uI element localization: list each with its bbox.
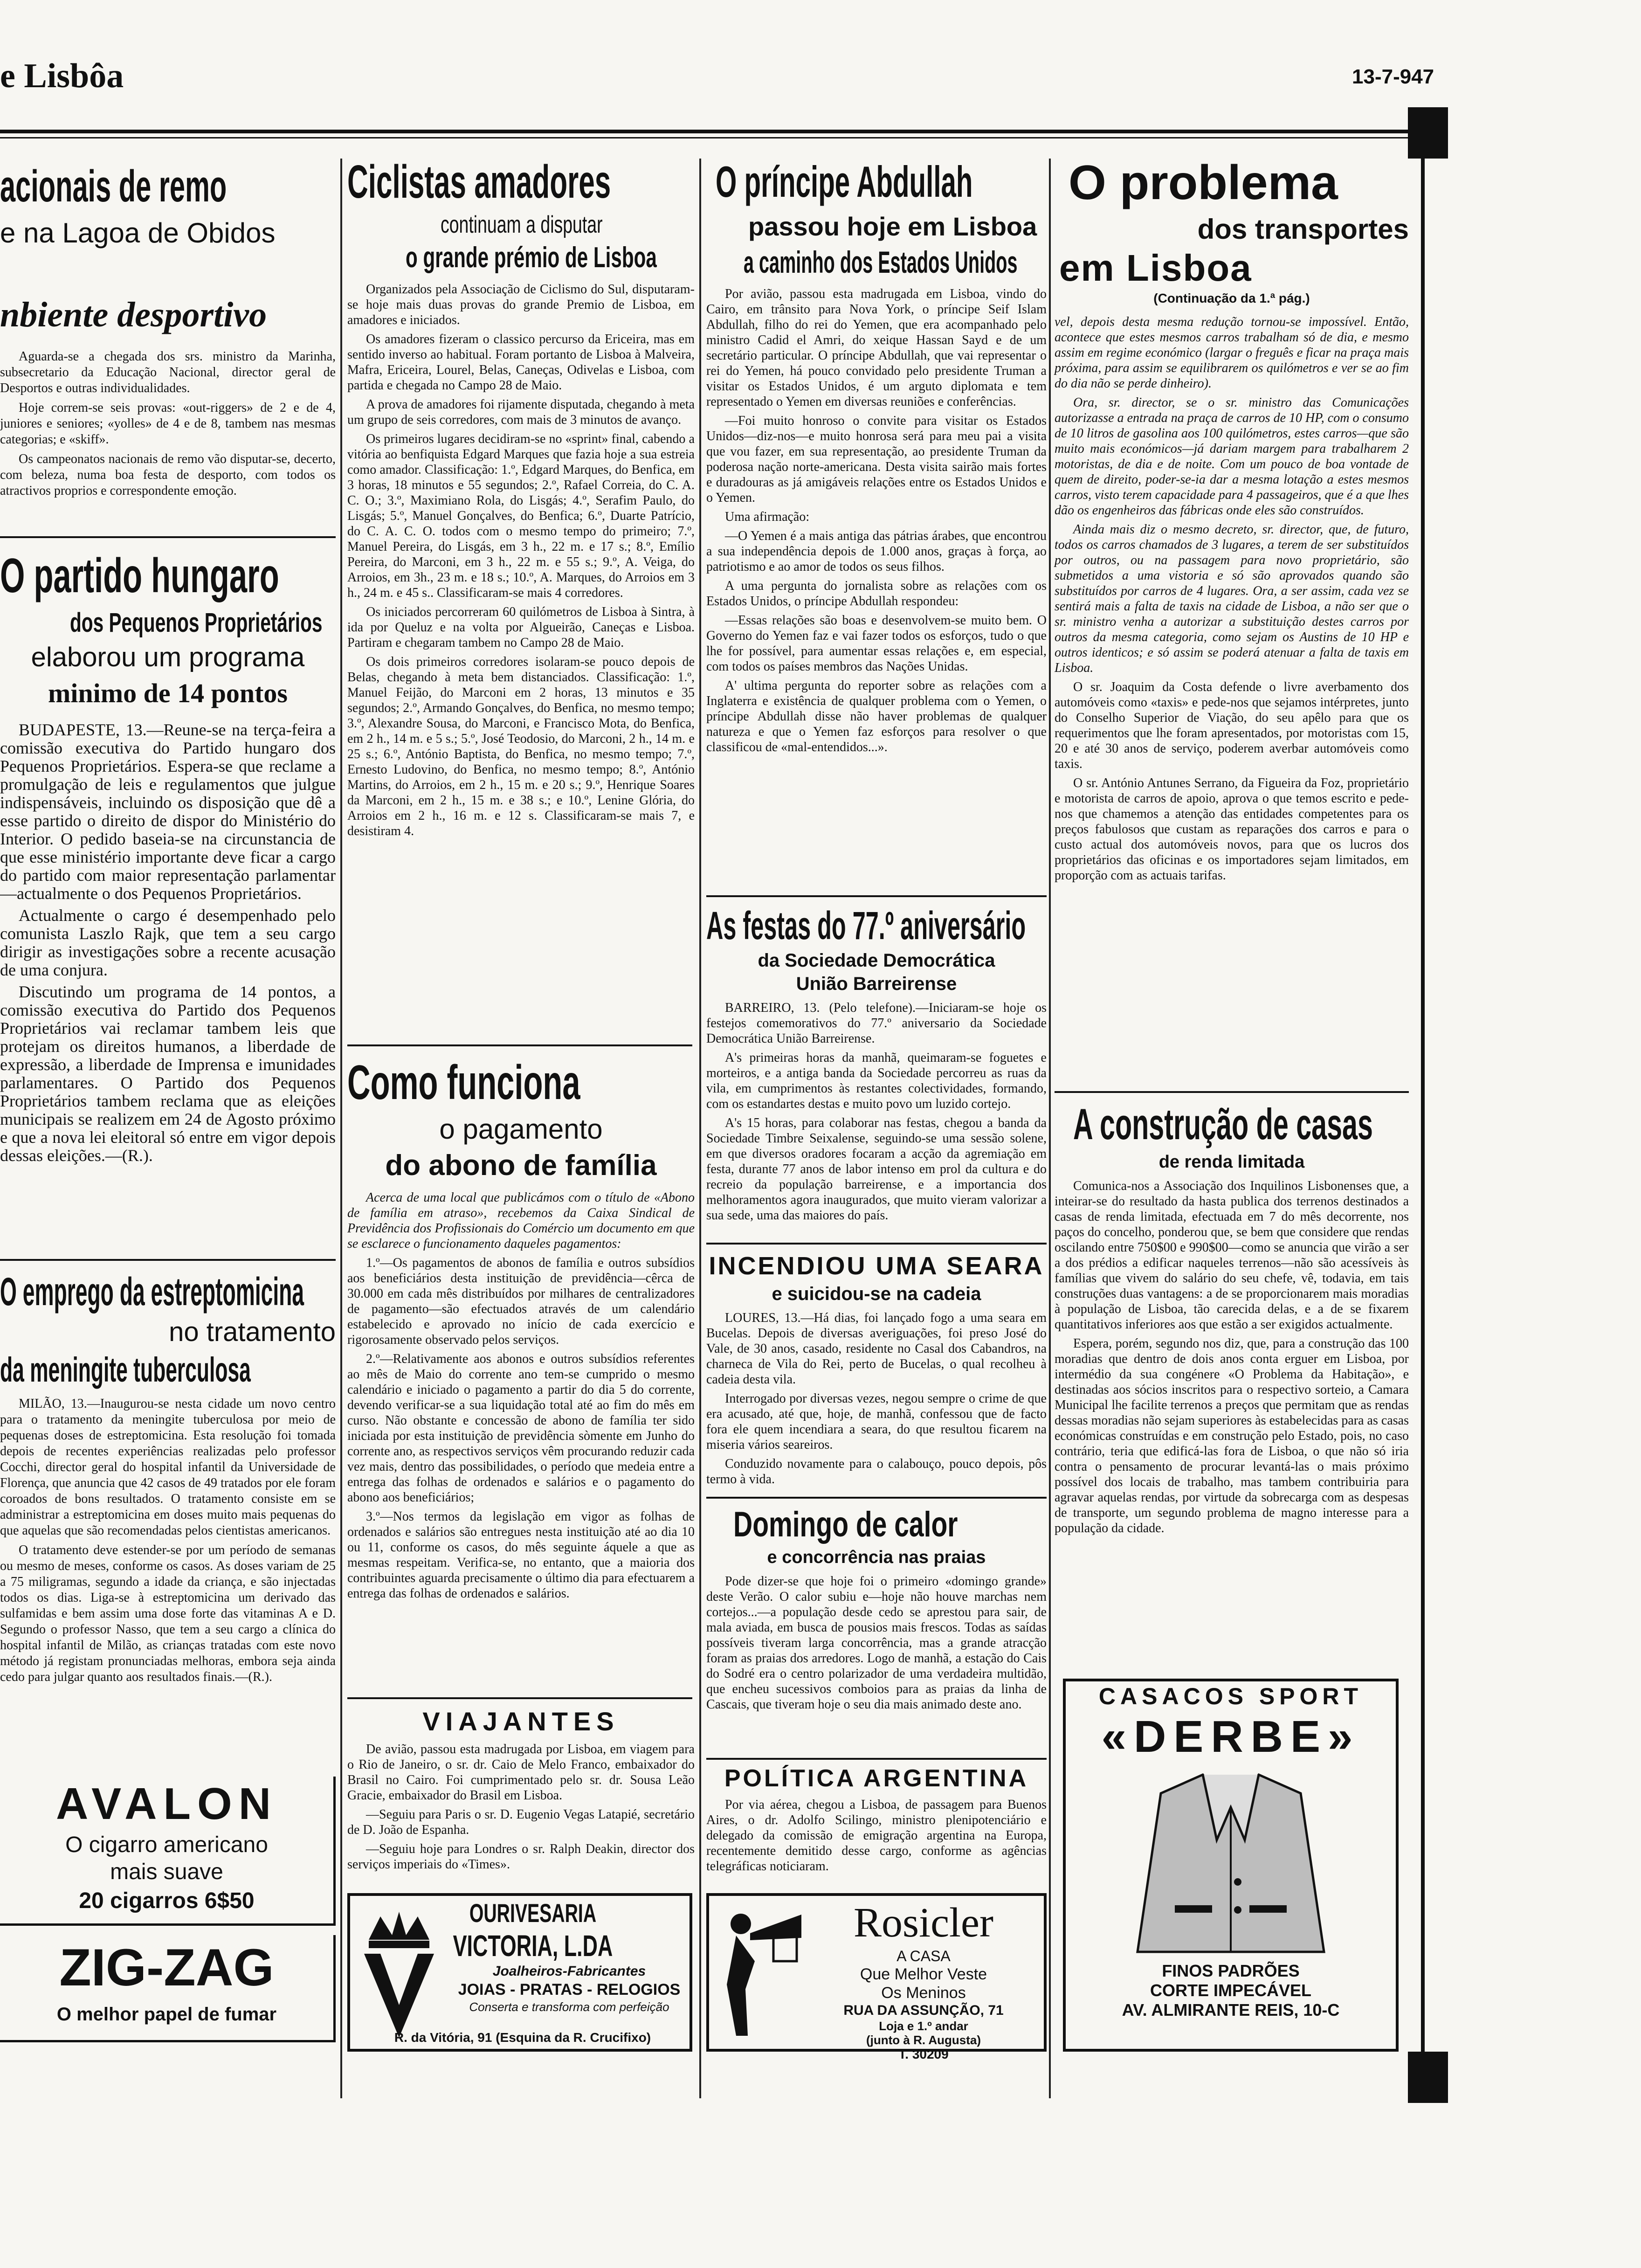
section-rule: [347, 1044, 692, 1046]
ad-ourivesaria: [347, 1893, 692, 2052]
ad-header: CASACOS SPORT: [1098, 1683, 1363, 1709]
subheadline: continuam a disputar: [441, 211, 603, 238]
paragraph: vel, depois desta mesma redução tornou-se impossível. Então, acontece que estes mesmos carros trabalham só de dia, e mesmo assim em regime económico (largar o freguês e ficar na praça mais próxima, para assim se equilibrarem os quilómetros e ver se ao fim do dia não se perde dinheiro).: [1055, 315, 1409, 391]
headline: Domingo de calor: [733, 1505, 958, 1544]
masthead-rule: [0, 130, 1427, 133]
ad-derbe: [1063, 1679, 1399, 2052]
ad-rosicler: [706, 1893, 1047, 2061]
headline: O problema: [1069, 156, 1338, 210]
subheadline: e na Lagoa de Obidos: [0, 217, 276, 249]
subheadline: passou hoje em Lisboa: [748, 212, 1037, 241]
paragraph: 1.º—Os pagamentos de abonos de família e outros subsídios aos beneficiários desta instituição de previdência—cêrca de 30.000 em cada mês distribuídos por milhares de centralizadores de pagamento—são efectuados através de um calendário estabelecido e aprovado no início de cada exercício e rigorosamente observado pelos serviços.: [347, 1256, 695, 1347]
paragraph: Acerca de uma local que publicámos com o título de «Abono de família em atraso», recebemos da Caixa Sindical de Previdência dos Profissionais do Comércio um documento em que se esclarece o funcionamento daqueles pagamentos:: [347, 1190, 695, 1251]
paragraph: 2.º—Relativamente aos abonos e outros subsídios referentes ao mês de Maio do corrente ano tem-se cumprido o mesmo calendário e iniciado o pagamento a partir do dia 5 do corrente, devendo verificar-se a sua liquidação total até ao fim do mês em curso. Não obstante e concessão de abono de família ter sido iniciada por esta instituição de previdência sòmente em Junho do corrente ano, as respectivos serviços vêm procurando reduzir cada vez mais, dentro das possibilidades, o período que medeia entre a entrega das folhas de ordenados e salários e o pagamento do abono aos beneficiários;: [347, 1352, 695, 1505]
column-divider: [699, 159, 701, 2098]
headline: nbiente desportivo: [0, 295, 267, 334]
article-viajantes: [347, 1704, 695, 1881]
section-rule: [706, 1497, 1047, 1499]
ad-company: VICTORIA, L.DA: [453, 1929, 613, 1963]
subheadline: da Sociedade Democrática: [758, 950, 995, 971]
paragraph: MILÃO, 13.—Inaugurou-se nesta cidade um novo centro para o tratamento da meningite tuberculosa por meio de pequenas doses de estreptomicina. Esta resolução foi tomada depois de recentes experiências realizadas pelo professor Cocchi, director geral do hospital infantil da Universidade de Florença, que anuncia que 42 casos de 49 tratados por ele foram coroados de bons resultados. O tratamento consiste em se administrar a estreptomicina em doses muito mais pequenas do que aquelas que são recomendadas pelos cientistas americanos.: [0, 1397, 336, 1538]
ad-line: Que Melhor Veste: [860, 1965, 987, 1983]
subheadline: e concorrência nas praias: [767, 1548, 986, 1567]
paragraph: 3.º—Nos termos da legislação em vigor as folhas de ordenados e salários são entregues nesta instituição até ao dia 10 ou 11, conforme os casos, do mês seguinte áquele a que as mesmas respeitam. Verifica-se, no entanto, que a maioria dos contribuintes aguarda precisamente o último dia para efectuarem a entrega das folhas de ordenados e salários.: [347, 1509, 695, 1601]
ad-name: Rosicler: [854, 1900, 993, 1946]
section-rule: [706, 895, 1047, 897]
paragraph: —Essas relações são boas e desenvolvem-se muito bem. O Governo do Yemen faz e vai fazer todos os esforços, tudo o que lhe for possível, para aumentar essas relações e, em especial, com todos os países membros das Nações Unidas.: [706, 613, 1047, 674]
continuation-note: (Continuação da 1.ª pág.): [1153, 291, 1310, 305]
ad-line: FINOS PADRÕES: [1162, 1961, 1300, 1980]
ad-address: Loja e 1.º andar: [879, 2019, 968, 2033]
article-politica: [706, 1763, 1047, 1884]
subheadline: e suicidou-se na cadeia: [772, 1284, 981, 1304]
masthead-rule-thin: [0, 137, 1427, 138]
paragraph: BARREIRO, 13. (Pelo telefone).—Iniciaram-se hoje os festejos comemorativos do 77.º aniversario da Sociedade Democrática União Barreirense.: [706, 1001, 1047, 1046]
masthead-date: 13-7-947: [1352, 65, 1434, 88]
brand: ZIG-ZAG: [59, 1938, 274, 1997]
paragraph: Os campeonatos nacionais de remo vão disputar-se, decerto, com beleza, numa boa festa de desporto, com todos os atractivos proprios e correspondente emoção.: [0, 452, 336, 498]
article-festas: [706, 902, 1047, 1238]
article-hungaro: [0, 546, 336, 1254]
article-incendio: [706, 1250, 1047, 1492]
subheadline: União Barreirense: [796, 974, 957, 994]
right-margin-bar: [1408, 107, 1448, 159]
article-casas: [1055, 1098, 1409, 1667]
ad-address: AV. ALMIRANTE REIS, 10-C: [1122, 2000, 1340, 2019]
ad-phone: T. 30209: [898, 2047, 949, 2061]
paragraph: O sr. Joaquim da Costa defende o livre averbamento dos automóveis como «taxis» e pede-nos que sejamos intérpretes, junto do Conselho Superior de Viação, do seu apêlo para que os requerimentos que lhe foram apresentados, por motoristas com 15, 20 e até 30 anos de serviço, poderem averbar automóveis como taxis.: [1055, 680, 1409, 771]
headline: O príncipe Abdullah: [716, 157, 973, 206]
paragraph: Interrogado por diversas vezes, negou sempre o crime de que era acusado, até que, hoje, de manhã, confessou que de facto fora ele quem incendiara a seara, do que resultou ficarem na miseria vários seareiros.: [706, 1391, 1047, 1452]
article-estreptomicina: [0, 1268, 336, 1767]
paragraph: O tratamento deve estender-se por um período de semanas ou mesmo de meses, conforme os casos. As doses variam de 25 a 75 miligramas, segundo a idade da criança, e são injectadas todos os dias. Liga-se à estreptomicina um derivado das sulfamidas e bem assim uma dose forte das vitaminas A e D. Segundo o professor Nasso, que tem a seu cargo a clínica do hospital infantil de Milão, as crianças tratadas com este novo método já registam pronunciadas melhoras, embora seja ainda cedo para julgar quanto aos resultados finais.—(R.).: [0, 1543, 336, 1684]
paragraph: A' ultima pergunta do reporter sobre as relações com a Inglaterra e existência de qualquer problema com o Yemen, o príncipe Abdullah disse não haver problemas de qualquer natureza e que o Yemen faz esforços para resolver o que classificou de «mal-entendidos...».: [706, 678, 1047, 754]
subheadline: no tratamento: [169, 1317, 336, 1347]
headline: O emprego da estreptomicina: [0, 1270, 304, 1314]
paragraph: Conduzido novamente para o calabouço, pouco depois, pôs termo à vida.: [706, 1457, 1047, 1487]
paragraph: Os primeiros lugares decidiram-se no «sprint» final, cabendo a vitória ao benfiquista Edgard Marques que fazia hoje a sua estreia como amador. Classificação: 1.º, Edgard Marques, do Benfica, em 3 horas, 18 minutos e 55 segundos; 2.º, Rafael Correia, do C. A. C. O.; 3.º, Maximiano Rola, do Lisgás; 4.º, Serafim Paulo, do Lisgás; 5.º, Manuel Gonçalves, do Benfica; 6.º, Duarte Patrício, do C. A. C. O. todos com o mesmo tempo do primeiro; 7.º, Manuel Pereira, do Lisgás, em 3 h., 22 m. e 17 s.; 8.º, Emílio Pereira, do Marconi, em 3 h., 22 m. e 55 s.; 9.º, A. Veiga, do Arroios, em 3h., 23 m. e 18 s.; 10.º, A. Marques, do Arroios em 3 h., 24 m. e 45 s.. Classificaram-se mais 4 corredores.: [347, 432, 695, 600]
headline: A construção de casas: [1073, 1099, 1373, 1148]
ad-address: RUA DA ASSUNÇÃO, 71: [843, 2003, 1004, 2018]
ad-line: Os Meninos: [881, 1984, 966, 2002]
herald-trumpeter-icon: [713, 1905, 806, 2045]
headline: Ciclistas amadores: [347, 156, 611, 208]
ad-line: mais suave: [110, 1860, 223, 1884]
ad-avalon: [0, 1777, 336, 1926]
headline: acionais de remo: [0, 161, 227, 211]
ad-line: CORTE IMPECÁVEL: [1150, 1981, 1312, 2000]
paragraph: —Foi muito honroso o convite para visitar os Estados Unidos—diz-nos—e muito honrosa será para meu pai a visita que vou fazer, em sua representação, ao presidente Truman da poderosa nação norte-americana. Desta visita sairão mais fortes e duradouras as já amigáveis relações entre os Estados Unidos e o Yemen.: [706, 414, 1047, 505]
ad-line: O cigarro americano: [65, 1832, 268, 1857]
column-divider: [340, 159, 342, 2098]
section-rule: [347, 1697, 692, 1699]
paragraph: Os iniciados percorreram 60 quilómetros de Lisboa à Sintra, à ida por Queluz e na volta por Algueirão, Caneças e Lisboa. Partiram e chegaram tambem no Campo 28 de Maio.: [347, 605, 695, 650]
headline: Como funciona: [347, 1056, 580, 1110]
brand: AVALON: [55, 1779, 278, 1829]
paragraph: Pode dizer-se que hoje foi o primeiro «domingo grande» deste Verão. O calor subiu e—hoje não houve marchas nem cortejos...—a população desde cedo se aprestou para sair, de mala aviada, em busca de pousios mais frescos. Todas as saídas possíveis tiveram larga concorrência, mas a grande atracção foram as praias dos arredores. Logo de manhã, a estação do Cais do Sodré era o centro polarizador de uma verdadeira multidão, que encheu sucessivos comboios para as praias da linha de Cascais, que tiveram hoje o seu dia mais animado deste ano.: [706, 1574, 1047, 1712]
tagline: O melhor papel de fumar: [56, 2004, 277, 2025]
ad-zigzag: [0, 1935, 336, 2042]
right-margin-line: [1421, 154, 1425, 2094]
article-domingo: [706, 1504, 1047, 1756]
paragraph: Aguarda-se a chegada dos srs. ministro da Marinha, subsecretario da Educação Nacional, director geral de Desportos e outras individualidades.: [0, 349, 336, 395]
subheadline: da meningite tuberculosa: [0, 1350, 251, 1389]
paragraph: Uma afirmação:: [725, 510, 810, 524]
paragraph: Organizados pela Associação de Ciclismo do Sul, disputaram-se hoje mais duas provas do grande Premio de Lisboa, em amadores e iniciados.: [347, 282, 695, 327]
paragraph: —Seguiu hoje para Londres o sr. Ralph Deakin, director dos serviços imperiais do «Times».: [347, 1842, 695, 1872]
article-transportes: [1055, 154, 1409, 1086]
subheadline: a caminho dos Estados Unidos: [744, 245, 1018, 279]
paragraph: Por avião, passou esta madrugada em Lisboa, vindo do Cairo, em trânsito para Nova York, o príncipe Seif Islam Abdullah, filho do rei do Yemen, que era acompanhado pelo ministro Cadid el Amri, do xeique Hassan Sayd e de um secretário particular. O príncipe Abdullah, que vai representar o rei do Yemen, há pouco convidado pelo presidente Truman a visitar os Estados Unidos, é um arguto diplomata e tem representado o Yemen em diversas reuniões e conferências.: [706, 287, 1047, 409]
paragraph: A's 15 horas, para colaborar nas festas, chegou a banda da Sociedade Timbre Seixalense, seguindo-se uma sessão solene, em que diversos oradores focaram a acção da agremiação em festa, durante 77 anos de labor intenso em prol da cultura e do recreio da população barreirense, e a importancia dos melhoramentos agora inaugurados, que muito vieram valorizar a sua sede, uma das maiores do país.: [706, 1116, 1047, 1223]
paragraph: Os amadores fizeram o classico percurso da Ericeira, mas em sentido inverso ao habitual. Foram portanto de Lisboa à Malveira, Mafra, Ericeira, Lourel, Belas, Caneças, Odivelas e Lisboa, com partida e chegada no Campo 28 de Maio.: [347, 332, 695, 393]
article-remo: [0, 154, 336, 289]
headline: POLÍTICA ARGENTINA: [724, 1765, 1029, 1792]
ad-address: R. da Vitória, 91 (Esquina da R. Crucifixo): [394, 2030, 651, 2045]
paragraph: —O Yemen é a mais antiga das pátrias árabes, que encontrou a sua independência depois de 1.000 anos, graças à força, ao patriotismo e ao amor de todos os seus filhos.: [706, 529, 1047, 574]
paragraph: —Seguiu para Paris o sr. D. Eugenio Vegas Latapié, secretário de D. João de Espanha.: [347, 1807, 695, 1837]
paragraph: De avião, passou esta madrugada por Lisboa, em viagem para o Rio de Janeiro, o sr. dr. Caio de Melo Franco, embaixador do Brasil no Cairo. Foi cumprimentado pelo sr. dr. Sousa Leão Gracie, embaixador do Brasil em Lisboa.: [347, 1742, 695, 1803]
section-rule: [706, 1758, 1047, 1760]
subheadline: minimo de 14 pontos: [48, 678, 288, 708]
column-divider: [1049, 159, 1051, 2098]
ad-line: JOIAS - PRATAS - RELOGIOS: [458, 1981, 681, 1998]
headline: VIAJANTES: [422, 1707, 620, 1736]
paragraph: A uma pergunta do jornalista sobre as relações com os Estados Unidos, o príncipe Abdullah respondeu:: [706, 579, 1047, 608]
subheadline: elaborou um programa: [31, 642, 305, 672]
bottom-margin-bar: [1408, 2052, 1448, 2103]
paragraph: A prova de amadores foi rijamente disputada, chegando à meta um grupo de seis corredores, com mais de 3 minutos de avanço.: [347, 397, 695, 427]
brand: «DERBE»: [1101, 1712, 1360, 1762]
subheadline: dos transportes: [1197, 214, 1409, 245]
paragraph: LOURES, 13.—Há dias, foi lançado fogo a uma seara em Bucelas. Depois de diversas averiguações, foi preso José do Vale, de 30 anos, casado, residente no Casal dos Cabandros, na charneca de Vila do Rei, perto de Bucelas, o qual recolheu à cadeia desta vila.: [706, 1311, 1047, 1387]
section-rule: [0, 536, 336, 538]
paragraph: Por via aérea, chegou a Lisboa, de passagem para Buenos Aires, o dr. Adolfo Scilingo, ministro plenipotenciário e delegado da comissão de emigração argentina na Europa, recentemente demitido desse cargo, conforme as agências telegráficas noticiaram.: [706, 1798, 1047, 1874]
paragraph: Hoje correm-se seis provas: «out-riggers» de 2 e de 4, juniores e seniores; «yolles» de 4 e de 8, tambem nas mesmas categorias; e «skiff».: [0, 401, 336, 447]
ad-line: A CASA: [896, 1948, 951, 1964]
ad-line: Conserta e transforma com perfeição: [469, 2000, 669, 2014]
article-abdullah: [706, 154, 1047, 891]
headline: INCENDIOU UMA SEARA: [709, 1252, 1044, 1280]
paragraph: Comunica-nos a Associação dos Inquilinos Lisbonenses que, a inteirar-se do resultado da hasta publica dos terrenos destinados a casas de renda limitada, efectuada em 7 do mês decorrente, nos paços do concelho, ponderou que, se bem que considere que rendas oscilando entre 750$00 e 990$00—como se anuncia que virão a ser a dos prédios a edificar naqueles terrenos—não são acessíveis às famílias que vivem do salário do seu chefe, vê, todavia, em tais construções duas vantagens: a de se proporcionarem mais moradias à população de Lisboa, tão carecida delas, e a de se fixarem quantitativos inferiores aos que estão a ser exigidos actualmente.: [1055, 1179, 1409, 1332]
headline: As festas do 77.º aniversário: [706, 904, 1026, 947]
price: 20 cigarros 6$50: [79, 1888, 255, 1913]
subheadline: em Lisboa: [1059, 247, 1252, 289]
headline: O partido hungaro: [0, 549, 279, 603]
subheadline: dos Pequenos Proprietários: [70, 608, 323, 638]
paragraph: Ainda mais diz o mesmo decreto, sr. director, que, de futuro, todos os carros chamados de 3 lugares, a terem de ser substituídos por outros, ou na passagem para novo proprietário, são submetidos a uma vistoria e só são aprovados quando são substituídos por carros de 4 lugares. Ora, a ser assim, cada vez se sentirá mais a falta de taxis na cidade de Lisboa, a não ser que o sr. ministro venha a autorizar a substituição destes carros por outros da mesma categoria, como sejam os Austins de 10 HP e outros identicos; e só assim se poderá atenuar a falta de taxis em Lisboa.: [1055, 522, 1409, 675]
paragraph: Os dois primeiros corredores isolaram-se pouco depois de Belas, chegando à meta bem distanciados. Classificação: 1.º, Manuel Feijão, do Marconi em 2 horas, 13 minutos e 35 segundos; 2.º, Armando Gonçalves, do Benfica, no mesmo tempo; 3.º, Alexandre Sousa, do Marconi, e Francisco Mota, do Benfica, em 2 h., 14 m. e 5 s.; 5.º, José Teodosio, do Marconi, 2 h., 14 m. e 25 s.; 6.º, António Baptista, do Benfica, no mesmo tempo; 7.º, Ernesto Ludovino, do Benfica, no mesmo tempo; 8.º, António Martins, do Arroios, em 2 h., 15 m. e 20 s.; 9.º, Henrique Soares da Marconi, em 2 h., 15 m. e 38 s.; e 10.º, Lenine Glória, do Arroios em 2 h., 16 m. e 12 s. Classificaram-se mais 7, e desistiram 4.: [347, 655, 695, 838]
subheadline: do abono de família: [385, 1149, 657, 1182]
article-ciclistas: [347, 154, 695, 1035]
subheadline: o grande prémio de Lisboa: [406, 242, 657, 274]
masthead-name: e Lisbôa: [0, 57, 124, 95]
section-rule: [0, 1259, 336, 1261]
ad-line: Joalheiros-Fabricantes: [492, 1964, 646, 1979]
paragraph: Ora, sr. director, se o sr. ministro das Comunicações autorizasse a entrada na praça de carros de 10 HP, com o consumo de 10 litros de gasolina aos 100 quilómetros, estes carros—que são muito mais económicos—já dariam margem para trabalharem 2 motoristas, de dia e de noite. Com um pouco de boa vontade de quem de direito, poder-se-ia dar a mesma lotação a estes mesmos carros, visto terem capacidade para 4 passageiros, que é a que lhes dão os engenheiros das fábricas onde eles são construídos.: [1055, 395, 1409, 518]
subheadline: de renda limitada: [1158, 1152, 1305, 1172]
paragraph: Discutindo um programa de 14 pontos, a comissão executiva do Partido dos Pequenos Proprietários vai reclamar tambem leis que protejam os direitos humanos, a liberdade de expressão, a liberdade de Imprensa e imunidades parlamentares. O Partido dos Pequenos Proprietários tambem reclama que as eleições municipais se realizem em 24 de Agosto próximo e que a nova lei eleitoral só entre em vigor depois dessas eleições.—(R.).: [0, 982, 336, 1165]
section-rule: [1055, 1091, 1409, 1093]
article-ambiente: [0, 289, 336, 578]
sport-jacket-icon: [1124, 1765, 1338, 1961]
paragraph: Espera, porém, segundo nos diz, que, para a construção das 100 moradias que dentro de dois anos conta erguer em Lisboa, por intermédio da sua congénere «O Problema da Habitação», e destinadas aos sócios inscritos para o respectivo sorteio, a Camara Municipal lhe facilite terrenos a preços que permitam que as rendas dessas moradias não sejam superiores às estabelecidas para as casas económicas construídas e em construção pelo Estado, pois, no caso contrário, teria que edificá-las fora de Lisboa, o que não só iria contra o pensamento de procurar levantá-las o mais próximo possível dos locais de trabalho, mas tambem contribuiria para agravar aquelas rendas, por virtude da sobrecarga com as despesas de transporte, um segundo problema de magno interesse para a população da cidade.: [1055, 1336, 1409, 1535]
subheadline: o pagamento: [439, 1113, 603, 1145]
ad-name: OURIVESARIA: [469, 1898, 597, 1928]
crown-logo-icon: [355, 1902, 443, 2042]
paragraph: Actualmente o cargo é desempenhado pelo comunista Laszlo Rajk, que tem a seu cargo dirigir as investigações sobre a recente acusação de uma conjura.: [0, 906, 336, 979]
ad-address: (junto à R. Augusta): [866, 2033, 981, 2047]
paragraph: BUDAPESTE, 13.—Reune-se na terça-feira a comissão executiva do Partido hungaro dos Pequenos Proprietários. Espera-se que reclame a promulgação de leis e regulamentos que julgue indispensáveis, incluindo os disposição que dê a esse partido o direito de dispor do Ministério do Interior. O pedido baseia-se na circunstancia de que esse ministério importante deve ficar a cargo do partido com maior representação parlamentar—actualmente o dos Pequenos Proprietários.: [0, 720, 336, 903]
article-abono: [347, 1054, 695, 1693]
paragraph: O sr. António Antunes Serrano, da Figueira da Foz, proprietário e motorista de carros de apoio, aprova o que temos escrito e pede-nos que chamemos a atenção das entidades competentes para os preços fabulosos que custam as reparações dos carros e para o custo actual dos automóveis novos, para que os lucros dos proprietários das oficinas e os importadores sejam limitados, em proporção com as actuais tarifas.: [1055, 776, 1409, 883]
paragraph: A's primeiras horas da manhã, queimaram-se foguetes e morteiros, e a antiga banda da Sociedade percorreu as ruas da vila, em cumprimentos às restantes colectividades, formando, com os estandartes destas e muito povo um luzido cortejo.: [706, 1051, 1047, 1111]
section-rule: [706, 1243, 1047, 1245]
